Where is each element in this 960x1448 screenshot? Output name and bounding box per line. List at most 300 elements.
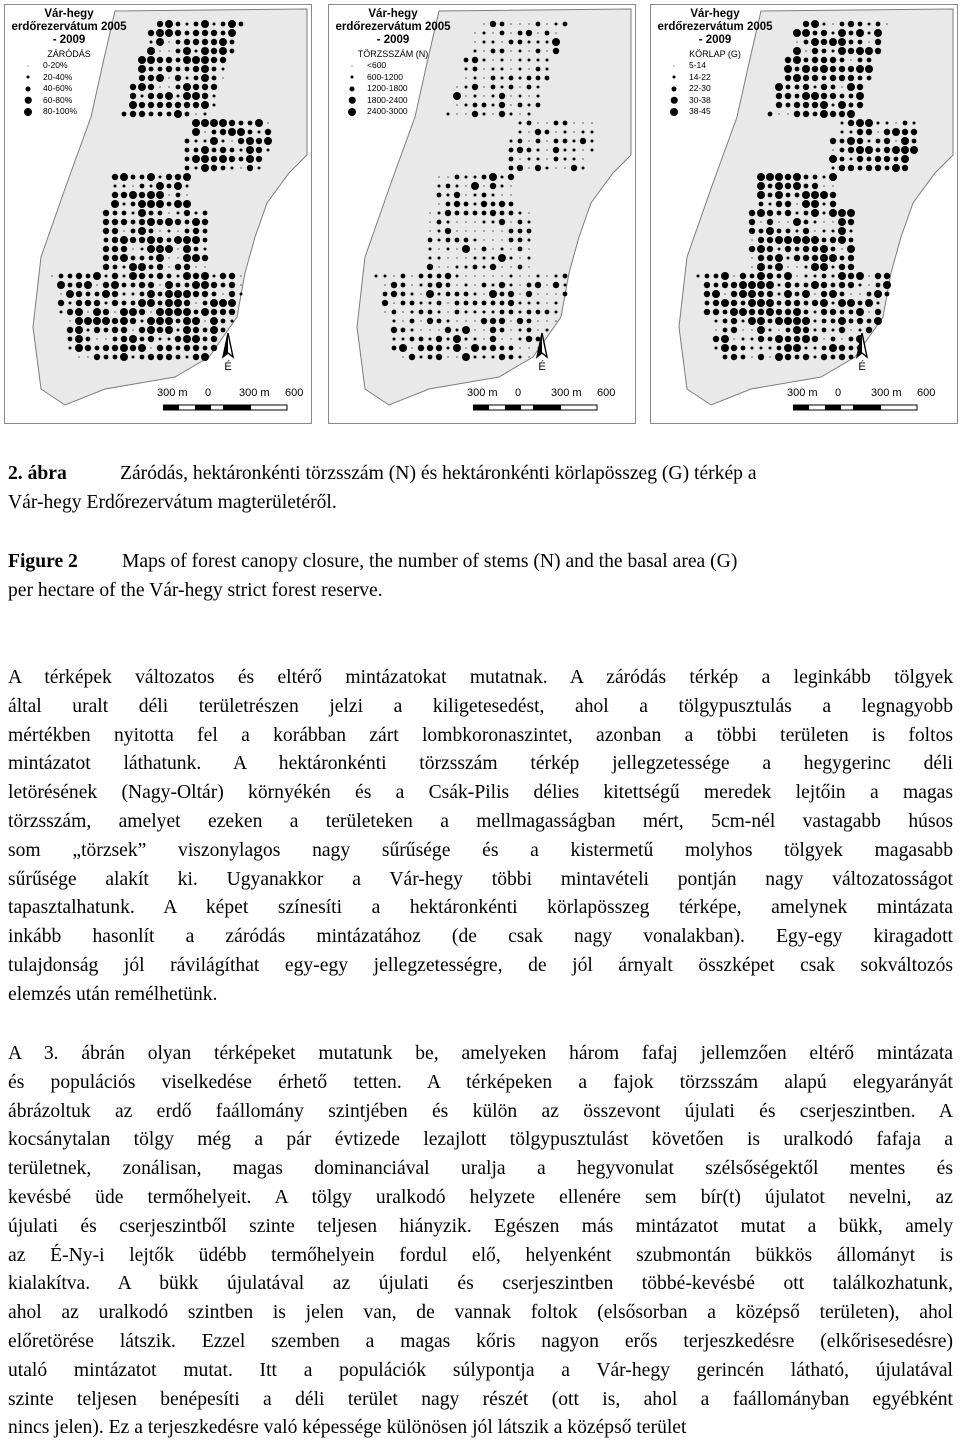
sample-point: [201, 272, 209, 280]
sample-point: [563, 22, 568, 27]
sample-point: [730, 308, 738, 316]
paragraph-line: utaló mintázatot mutat. Itt a populációk súlypontja a Vár-hegy gerincén látható, újulatával: [8, 1359, 953, 1381]
sample-point: [192, 128, 200, 136]
sample-point: [156, 245, 164, 253]
sample-point: [418, 345, 424, 351]
sample-point: [112, 219, 118, 225]
sample-point: [857, 84, 863, 90]
sample-point: [731, 354, 737, 360]
sample-point: [814, 293, 815, 294]
sample-point: [814, 230, 815, 231]
sample-point: [705, 301, 710, 306]
sample-point: [121, 192, 127, 198]
sample-point: [465, 284, 468, 287]
sample-point: [123, 203, 126, 206]
sample-point: [220, 309, 226, 315]
caption-line: per hectare of the Vár-hegy strict forest reserve.: [8, 579, 383, 601]
sample-point: [501, 239, 502, 240]
sample-point: [240, 149, 243, 152]
sample-point: [795, 94, 800, 99]
sample-point: [438, 257, 441, 260]
sample-point: [527, 85, 532, 90]
sample-point: [811, 236, 819, 244]
sample-point: [785, 183, 791, 189]
sample-point: [491, 49, 496, 54]
sample-point: [465, 68, 468, 71]
sample-point: [183, 308, 191, 316]
sample-point: [201, 65, 209, 73]
north-arrow-icon: [855, 331, 869, 375]
sample-point: [454, 192, 460, 198]
sample-point: [447, 194, 450, 197]
sample-point: [832, 185, 833, 186]
sample-point: [839, 282, 845, 288]
sample-point: [482, 103, 487, 108]
sample-point: [509, 211, 514, 216]
sample-point: [714, 274, 719, 279]
sample-point: [438, 266, 439, 267]
sample-point: [84, 281, 92, 289]
sample-point: [165, 290, 173, 298]
sample-point: [184, 264, 190, 270]
sample-point: [553, 282, 559, 288]
sample-point: [183, 317, 191, 325]
sample-point: [811, 191, 819, 199]
sample-point: [212, 292, 217, 297]
sample-point: [185, 112, 190, 117]
sample-point: [784, 290, 792, 298]
sample-point: [411, 284, 412, 285]
sample-point: [130, 111, 136, 117]
sample-point: [256, 156, 262, 162]
sample-point: [856, 92, 864, 100]
sample-point: [194, 148, 199, 153]
sample-point: [382, 300, 388, 306]
sample-point: [820, 110, 828, 118]
sample-point: [147, 218, 155, 226]
sample-point: [555, 32, 556, 33]
sample-point: [174, 308, 182, 316]
sample-point: [219, 119, 227, 127]
sample-point: [804, 301, 809, 306]
sample-point: [739, 290, 747, 298]
sample-point: [213, 104, 216, 107]
sample-point: [492, 239, 493, 240]
sample-point: [901, 137, 909, 145]
legend-row: [9, 72, 129, 84]
sample-point: [123, 185, 126, 188]
sample-point: [849, 310, 854, 315]
sample-point: [112, 174, 118, 180]
sample-point: [847, 110, 855, 118]
sample-point: [192, 317, 200, 325]
sample-point: [740, 273, 746, 279]
sample-point: [793, 236, 801, 244]
sample-point: [177, 230, 178, 231]
sample-point: [528, 50, 529, 51]
sample-point: [874, 29, 882, 37]
sample-point: [832, 275, 835, 278]
sample-point: [769, 356, 770, 357]
sample-point: [564, 149, 567, 152]
sample-point: [221, 283, 226, 288]
sample-point: [149, 67, 154, 72]
sample-point: [183, 236, 191, 244]
sample-point: [831, 85, 836, 90]
sample-point: [428, 310, 433, 315]
sample-point: [874, 290, 882, 298]
sample-point: [166, 345, 172, 351]
sample-point: [195, 302, 196, 303]
sample-point: [149, 256, 154, 261]
sample-point: [474, 221, 475, 222]
sample-point: [112, 327, 118, 333]
sample-point: [528, 95, 529, 96]
sample-point: [419, 274, 424, 279]
sample-point: [455, 301, 460, 306]
sample-point: [175, 336, 181, 342]
sample-point: [778, 248, 781, 251]
sample-point: [757, 299, 765, 307]
sample-point: [528, 239, 531, 242]
sample-point: [157, 273, 163, 279]
sample-point: [802, 29, 810, 37]
sample-point: [87, 356, 88, 357]
sample-point: [850, 230, 853, 233]
sample-point: [508, 300, 514, 306]
sample-point: [132, 212, 135, 215]
sample-point: [456, 356, 457, 357]
sample-point: [204, 113, 207, 116]
sample-point: [793, 308, 801, 316]
sample-point: [426, 290, 434, 298]
sample-point: [229, 156, 235, 162]
legend-row: [333, 83, 453, 95]
sample-point: [166, 174, 172, 180]
sample-point: [527, 283, 532, 288]
sample-point: [849, 40, 854, 45]
sample-point: [803, 111, 809, 117]
sample-point: [704, 291, 710, 297]
sample-point: [455, 175, 460, 180]
sample-point: [132, 248, 133, 249]
sample-point: [778, 113, 779, 114]
sample-point: [447, 356, 448, 357]
sample-point: [204, 131, 205, 132]
sample-point: [775, 254, 783, 262]
sample-point: [427, 264, 433, 270]
sample-point: [401, 301, 406, 306]
sample-point: [93, 272, 101, 280]
sample-point: [212, 67, 217, 72]
sample-point: [582, 131, 585, 134]
sample-point: [202, 255, 208, 261]
sample-point: [473, 211, 478, 216]
sample-point: [231, 167, 234, 170]
sample-point: [820, 65, 828, 73]
sample-point: [122, 283, 127, 288]
sample-point: [838, 272, 846, 280]
sample-point: [832, 167, 835, 170]
sample-point: [474, 320, 475, 321]
sample-point: [174, 182, 182, 190]
sample-point: [419, 337, 424, 342]
sample-point: [175, 75, 181, 81]
sample-point: [849, 103, 854, 108]
sample-point: [535, 165, 541, 171]
sample-point: [823, 212, 826, 215]
sample-point: [757, 263, 765, 271]
sample-point: [767, 237, 773, 243]
sample-point: [840, 139, 845, 144]
sample-point: [510, 23, 511, 24]
sample-point: [211, 156, 217, 162]
sample-point: [112, 192, 118, 198]
sample-point: [78, 356, 79, 357]
sample-point: [832, 149, 833, 150]
sample-point: [104, 238, 109, 243]
sample-point: [500, 49, 505, 54]
sample-point: [823, 230, 826, 233]
sample-point: [149, 274, 154, 279]
sample-point: [204, 140, 207, 143]
sample-point: [848, 165, 854, 171]
paragraph-line: ábrázoltuk az erdő faállomány szintjében és külön az összevont újulati és cserjeszintben. A: [8, 1100, 953, 1122]
sample-point: [483, 329, 484, 330]
sample-point: [591, 122, 592, 123]
sample-point: [811, 209, 819, 217]
sample-point: [129, 335, 137, 343]
sample-point: [814, 356, 817, 359]
sample-point: [786, 193, 791, 198]
sample-point: [103, 228, 109, 234]
sample-point: [112, 318, 118, 324]
sample-point: [174, 299, 182, 307]
sample-point: [751, 239, 752, 240]
sample-point: [139, 192, 145, 198]
sample-point: [437, 220, 442, 225]
sample-point: [445, 327, 451, 333]
sample-point: [147, 47, 155, 55]
sample-point: [140, 184, 145, 189]
sample-point: [510, 95, 511, 96]
sample-point: [519, 23, 520, 24]
sample-point: [464, 211, 469, 216]
sample-point: [519, 257, 520, 258]
sample-point: [518, 229, 523, 234]
sample-point: [156, 182, 164, 190]
sample-point: [256, 138, 262, 144]
sample-point: [697, 275, 700, 278]
sample-point: [775, 182, 783, 190]
sample-point: [456, 329, 459, 332]
sample-point: [545, 31, 550, 36]
sample-point: [519, 212, 522, 215]
sample-point: [768, 337, 773, 342]
sample-point: [526, 30, 532, 36]
sample-point: [104, 328, 109, 333]
sample-point: [221, 166, 226, 171]
sample-point: [139, 327, 145, 333]
sample-point: [139, 75, 145, 81]
sample-point: [471, 182, 479, 190]
sample-point: [804, 310, 809, 315]
sample-point: [420, 302, 423, 305]
sample-point: [447, 248, 450, 251]
sample-point: [102, 290, 110, 298]
sample-point: [751, 257, 752, 258]
sample-point: [447, 266, 448, 267]
sample-point: [192, 56, 200, 64]
sample-point: [165, 317, 173, 325]
sample-point: [794, 336, 800, 342]
sample-point: [832, 50, 835, 53]
sample-point: [456, 275, 459, 278]
sample-point: [409, 354, 415, 360]
sample-point: [518, 247, 523, 252]
sample-point: [231, 140, 232, 141]
sample-point: [138, 200, 146, 208]
sample-point: [491, 85, 496, 90]
sample-point: [213, 275, 216, 278]
sample-point: [76, 282, 82, 288]
sample-point: [822, 328, 827, 333]
caption-line: Vár-hegy Erdőrezervátum magterületéről.: [8, 491, 337, 513]
sample-point: [555, 311, 558, 314]
sample-point: [177, 275, 180, 278]
sample-point: [148, 75, 154, 81]
sample-point: [519, 86, 520, 87]
sample-point: [777, 229, 782, 234]
sample-point: [213, 95, 216, 98]
sample-point: [177, 248, 178, 249]
paragraph-2: [8, 1040, 953, 1443]
sample-point: [731, 327, 737, 333]
sample-point: [517, 147, 523, 153]
sample-point: [546, 275, 547, 276]
sample-point: [192, 155, 200, 163]
sample-point: [185, 148, 190, 153]
sample-point: [393, 275, 394, 276]
sample-point: [812, 57, 818, 63]
sample-point: [67, 309, 73, 315]
sample-point: [821, 354, 827, 360]
sample-point: [176, 40, 181, 45]
paragraph-line: újulati és cserjeszintből szinte teljesen hiányzik. Egészen más mintázatot mutat a bükk, amely: [8, 1215, 953, 1237]
sample-point: [474, 41, 475, 42]
sample-point: [483, 77, 484, 78]
sample-point: [895, 122, 896, 123]
sample-point: [814, 221, 817, 224]
sample-point: [847, 209, 855, 217]
sample-point: [802, 236, 810, 244]
sample-point: [174, 110, 182, 118]
sample-point: [757, 191, 765, 199]
sample-point: [849, 31, 854, 36]
sample-point: [392, 346, 397, 351]
sample-point: [429, 257, 432, 260]
sample-point: [93, 317, 101, 325]
sample-point: [865, 119, 873, 127]
sample-point: [795, 292, 800, 297]
sample-point: [805, 50, 806, 51]
sample-point: [193, 327, 199, 333]
sample-point: [767, 273, 773, 279]
sample-point: [804, 175, 809, 180]
sample-point: [193, 102, 199, 108]
sample-point: [536, 139, 541, 144]
sample-point: [176, 49, 181, 54]
sample-point: [910, 146, 918, 154]
sample-point: [87, 329, 90, 332]
sample-point: [832, 32, 835, 35]
sample-point: [814, 329, 817, 332]
sample-point: [519, 50, 522, 53]
sample-point: [184, 39, 190, 45]
sample-point: [168, 41, 169, 42]
sample-point: [482, 193, 487, 198]
sample-point: [411, 347, 412, 348]
sample-point: [456, 230, 457, 231]
scale-label: 300 m: [467, 387, 498, 399]
sample-point: [848, 147, 854, 153]
sample-point: [202, 39, 208, 45]
sample-point: [822, 319, 827, 324]
sample-point: [168, 86, 169, 87]
legend-dot: [349, 97, 356, 104]
sample-point: [131, 175, 136, 180]
sample-point: [140, 256, 145, 261]
sample-point: [508, 174, 514, 180]
sample-point: [192, 92, 200, 100]
sample-point: [483, 338, 484, 339]
sample-point: [501, 248, 504, 251]
sample-point: [103, 210, 109, 216]
sample-point: [820, 191, 828, 199]
sample-point: [865, 146, 873, 154]
sample-point: [838, 299, 846, 307]
sample-point: [785, 75, 791, 81]
sample-point: [185, 283, 190, 288]
sample-point: [131, 256, 136, 261]
sample-point: [138, 263, 146, 271]
sample-point: [222, 68, 225, 71]
sample-point: [112, 246, 118, 252]
legend-label: 2400-3000: [367, 106, 408, 116]
sample-point: [499, 102, 505, 108]
sample-point: [848, 282, 854, 288]
sample-point: [518, 31, 523, 36]
sample-point: [132, 185, 133, 186]
sample-point: [147, 245, 155, 253]
sample-point: [768, 184, 773, 189]
north-label: É: [224, 361, 232, 373]
sample-point: [165, 92, 173, 100]
sample-point: [193, 30, 199, 36]
sample-point: [784, 344, 792, 352]
legend-label: 60-80%: [43, 94, 73, 105]
sample-point: [582, 122, 583, 123]
sample-point: [121, 336, 127, 342]
sample-point: [120, 254, 128, 262]
sample-point: [777, 274, 782, 279]
sample-point: [212, 130, 217, 135]
sample-point: [758, 255, 764, 261]
sample-point: [393, 302, 394, 303]
sample-point: [537, 41, 540, 44]
sample-point: [429, 338, 432, 341]
sample-point: [139, 102, 145, 108]
